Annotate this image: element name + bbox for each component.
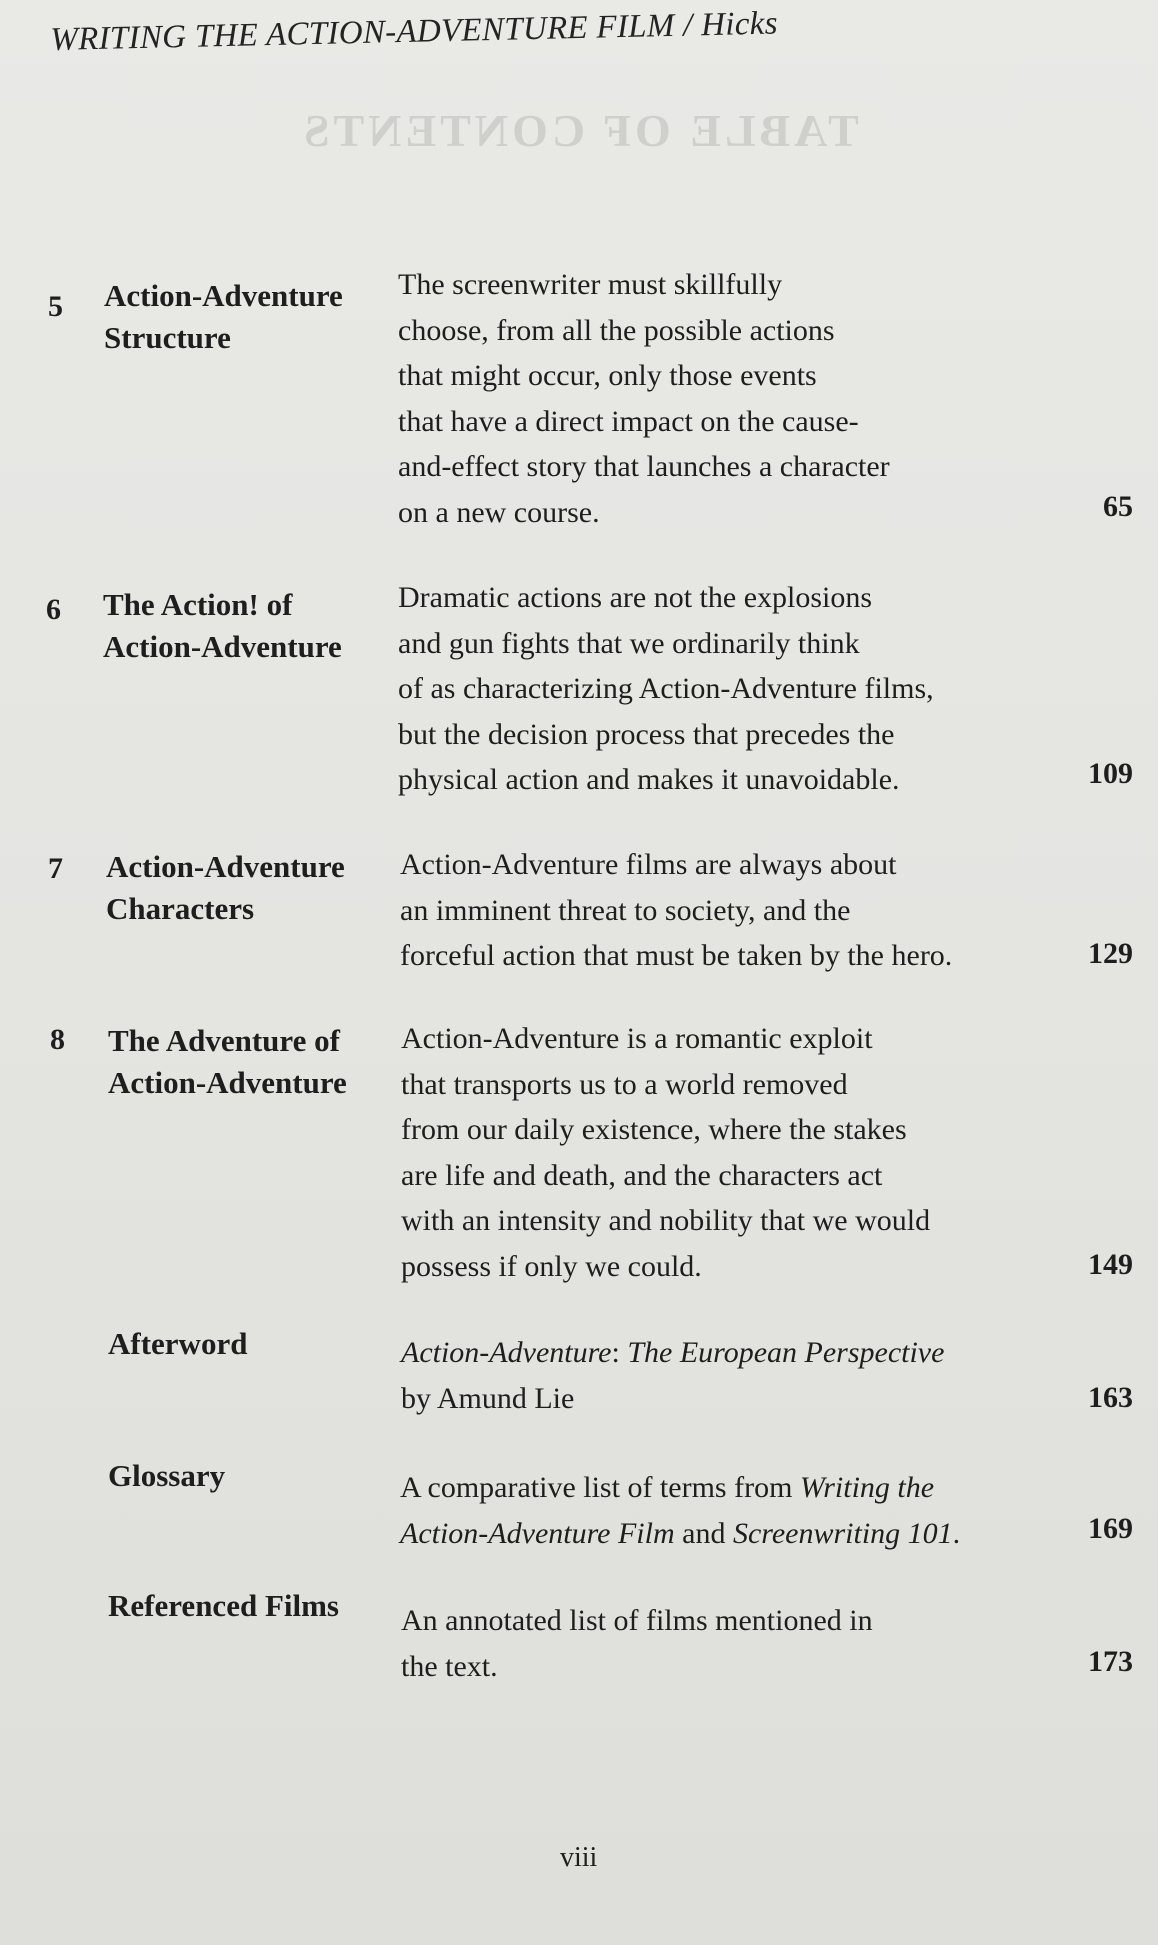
description-line: with an intensity and nobility that we would — [401, 1204, 931, 1237]
description-italic: Screenwriting 101 — [732, 1516, 953, 1550]
section-description — [401, 1330, 944, 1421]
chapter-description — [398, 262, 890, 535]
description-line — [401, 1330, 944, 1376]
section-description — [401, 1598, 873, 1689]
description-line: forceful action that must be taken by the hero. — [400, 939, 953, 972]
chapter-description — [400, 842, 952, 979]
section-title-line: Referenced Films — [108, 1588, 339, 1623]
description-line: of as characterizing Action-Adventure films, — [398, 672, 934, 705]
description-line: An annotated list of films mentioned in — [401, 1604, 873, 1637]
page-number: 109 — [1088, 757, 1133, 790]
description-line: the text. — [401, 1649, 498, 1683]
description-line — [400, 1465, 960, 1511]
description-italic: Writing the — [799, 1471, 935, 1504]
page-number: 129 — [1088, 937, 1133, 970]
chapter-title — [104, 275, 343, 359]
page-number: 163 — [1088, 1381, 1133, 1414]
chapter-title-line: Characters — [106, 891, 255, 926]
chapter-title-line: Action-Adventure — [106, 849, 345, 884]
page-number: 149 — [1088, 1248, 1133, 1281]
chapter-title — [103, 584, 342, 668]
description-line: that transports us to a world removed — [401, 1067, 848, 1101]
description-line: from our daily existence, where the stakes — [401, 1113, 907, 1146]
description-line: The screenwriter must skillfully — [398, 268, 783, 301]
description-line: and-effect story that launches a character — [398, 450, 890, 483]
description-italic: Action-Adventure Film — [400, 1516, 675, 1550]
running-head: WRITING THE ACTION-ADVENTURE FILM / Hicks — [50, 5, 779, 58]
description-text: . — [952, 1516, 961, 1550]
chapter-number: 5 — [48, 290, 63, 323]
description-line: Action-Adventure is a romantic exploit — [401, 1022, 873, 1055]
description-line: and gun fights that we ordinarily think — [398, 626, 860, 660]
section-title — [108, 1455, 225, 1497]
description-line: an imminent threat to society, and the — [400, 893, 851, 927]
page-number: 65 — [1103, 490, 1133, 523]
section-title — [108, 1585, 339, 1627]
chapter-title-line: Action-Adventure — [103, 629, 342, 664]
description-line: are life and death, and the characters act — [401, 1158, 883, 1192]
chapter-description — [401, 1016, 930, 1289]
chapter-title-line: The Adventure of — [108, 1023, 340, 1058]
bleed-through-heading: TABLE OF CONTENTS — [300, 105, 859, 156]
page-number: 169 — [1088, 1512, 1133, 1545]
folio-page-number: viii — [560, 1842, 598, 1873]
section-description — [400, 1465, 960, 1556]
chapter-number: 6 — [46, 593, 61, 626]
section-title-line: Glossary — [108, 1458, 226, 1493]
chapter-title-line: Action-Adventure — [108, 1065, 347, 1100]
page-number: 173 — [1088, 1645, 1133, 1678]
description-text: A comparative list of terms from — [400, 1471, 800, 1504]
chapter-title — [108, 1020, 347, 1104]
chapter-number: 7 — [48, 852, 63, 885]
chapter-title-line: The Action! of — [103, 587, 293, 622]
description-line: Action-Adventure films are always about — [400, 848, 897, 881]
description-line: but the decision process that precedes the — [398, 717, 895, 751]
description-line: physical action and makes it unavoidable. — [398, 763, 900, 796]
chapter-title-line: Structure — [104, 320, 231, 355]
chapter-number: 8 — [50, 1023, 65, 1056]
description-italic: Action-Adventure — [401, 1336, 612, 1369]
chapter-title-line: Action-Adventure — [104, 278, 343, 313]
chapter-description — [398, 575, 934, 803]
description-line: that have a direct impact on the cause- — [398, 404, 859, 438]
description-line: Dramatic actions are not the explosions — [398, 581, 873, 614]
description-line: by Amund Lie — [401, 1381, 575, 1415]
description-italic: The European Perspective — [627, 1336, 945, 1369]
section-title-line: Afterword — [108, 1326, 248, 1361]
description-line: on a new course. — [398, 495, 600, 529]
description-text: : — [611, 1336, 628, 1369]
section-title — [108, 1323, 247, 1365]
description-line: choose, from all the possible actions — [398, 313, 835, 347]
chapter-title — [106, 846, 345, 930]
description-line: that might occur, only those events — [398, 359, 817, 392]
description-line — [400, 1511, 960, 1557]
description-line: possess if only we could. — [401, 1249, 702, 1283]
description-text: and — [674, 1516, 733, 1550]
